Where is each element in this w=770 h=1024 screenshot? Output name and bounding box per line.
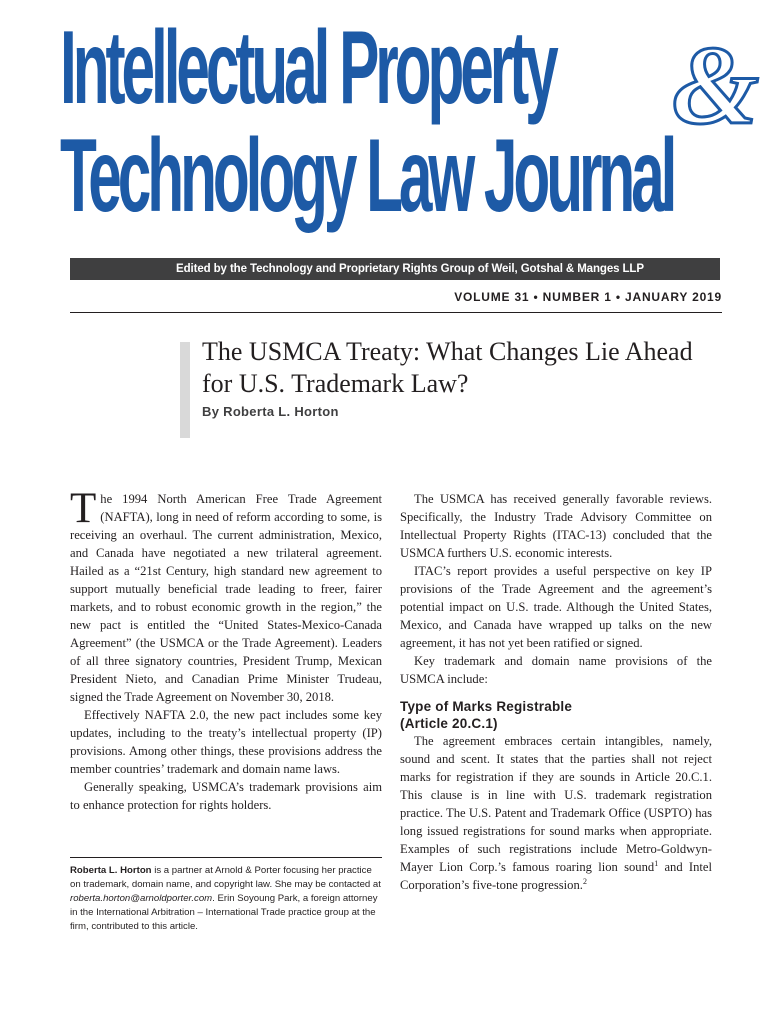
right-paragraph-4-text-b: and Intel Corporation’s five-tone progression.: [400, 860, 713, 892]
left-paragraph-2: Effectively NAFTA 2.0, the new pact includes some key updates, including to the treaty’s intellectual property (IP) provisions. Among other things, these provisions address the member countries’ trademark and domain name laws.: [70, 708, 382, 776]
header-divider: [70, 312, 722, 313]
masthead-line-2: Technology Law Journal: [60, 118, 674, 234]
edited-by-banner: Edited by the Technology and Proprietary Rights Group of Weil, Gotshal & Manges LLP: [70, 258, 720, 280]
footnote-ref-1[interactable]: 1: [654, 858, 659, 868]
masthead-line-1: Intellectual Property: [60, 10, 555, 126]
right-paragraph-4-text: The agreement embraces certain intangibles, namely, sound and scent. It states that the parties shall not reject marks for registration if they are sounds in Article 20.C.1. This clause is in line with U.S. trademark registration practice. The U.S. Patent and Trademark Office (USPTO) has long issued registrations for sound marks when appropriate. Examples of such registrations include Metro-Goldwyn-Mayer Lion Corp.’s famous roaring lion sound: [400, 734, 712, 874]
right-paragraph-4: [400, 732, 712, 894]
right-paragraph-3: Key trademark and domain name provisions of the USMCA include:: [400, 654, 712, 686]
bio-text-1: is a partner at Arnold & Porter focusing her practice on trademark, domain name, and copyright law. She may be contacted at: [70, 865, 381, 890]
journal-masthead: [60, 10, 760, 234]
left-column: [70, 485, 382, 814]
section-heading-line-1: Type of Marks Registrable: [400, 699, 573, 714]
title-accent-bar: [180, 342, 190, 438]
article-title: The USMCA Treaty: What Changes Lie Ahead for U.S. Trademark Law?: [202, 337, 693, 398]
footnote-ref-2[interactable]: 2: [582, 876, 587, 886]
bio-text-2: . Erin Soyoung Park, a foreign attorney in the International Arbitration – International Trade practice group at the firm, contributed to this article.: [70, 893, 378, 932]
right-column: [400, 490, 712, 894]
section-heading: [400, 698, 712, 732]
left-paragraph-1: [70, 485, 382, 706]
left-paragraph-1-text: he 1994 North American Free Trade Agreement (NAFTA), long in need of reform according to some, is receiving an overhaul. The current administration, Mexico, and Canada have negotiated a new trilateral agreement. Hailed as a “21st Century, high standard new agreement to support mutually beneficial trade leading to freer, fairer markets, and to robust economic growth in the region,” the new pact is entitled the “United States-Mexico-Canada Agreement” (the USMCA or the Trade Agreement). Leaders of all three signatory countries, President Trump, Mexican President Nieto, and Canadian Prime Minister Trudeau, signed the Trade Agreement on November 30, 2018.: [70, 492, 382, 704]
right-paragraph-2: ITAC’s report provides a useful perspective on key IP provisions of the Trade Agreement and the agreement’s potential impact on U.S. trade. Although the United States, Mexico, and Canada have wrapped up talks on the new agreement, it has not yet been ratified or signed.: [400, 564, 712, 650]
section-heading-line-2: (Article 20.C.1): [400, 716, 498, 731]
right-paragraph-1: The USMCA has received generally favorable reviews. Specifically, the Industry Trade Advisory Committee on Intellectual Property Rights (ITAC-13) concluded that the USMCA furthers U.S. economic interests.: [400, 492, 712, 560]
left-paragraph-3: Generally speaking, USMCA’s trademark provisions aim to enhance protection for rights holders.: [70, 780, 382, 812]
bio-author-name: Roberta L. Horton: [70, 865, 152, 876]
issue-info: VOLUME 31 • NUMBER 1 • JANUARY 2019: [454, 290, 722, 304]
article-byline: By Roberta L. Horton: [202, 404, 339, 419]
drop-cap: T: [70, 485, 97, 532]
bio-divider: [70, 857, 382, 858]
bio-email[interactable]: roberta.horton@arnoldporter.com: [70, 893, 213, 904]
author-bio: [70, 864, 382, 934]
masthead-ampersand: &: [672, 24, 760, 148]
